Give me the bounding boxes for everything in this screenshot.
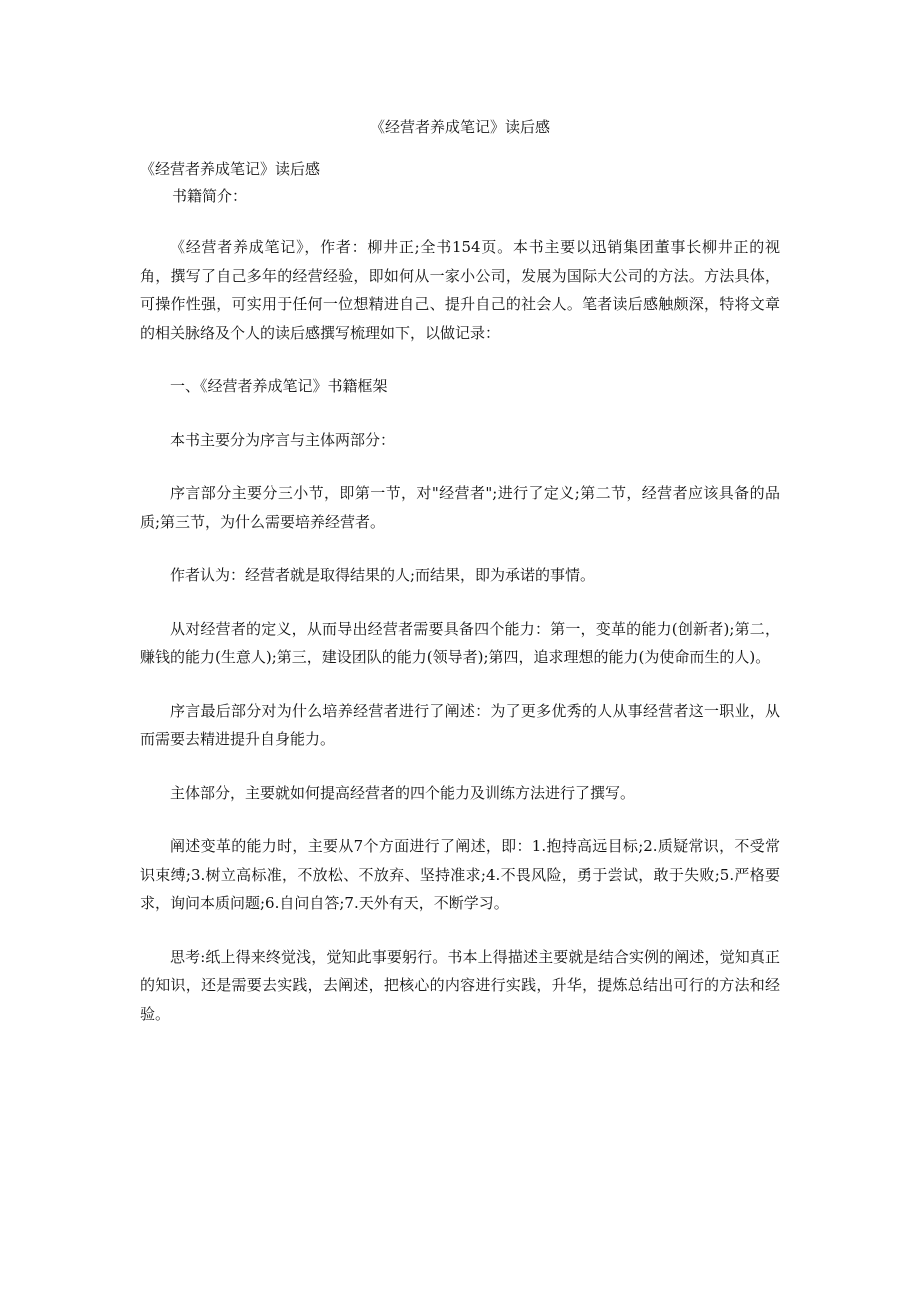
- paragraph-reform-ability: 阐述变革的能力时，主要从7个方面进行了阐述，即：1.抱持高远目标;2.质疑常识，不受常识束缚;3.树立高标准，不放松、不放弃、坚持准求;4.不畏风险，勇于尝试，敢于失败;5.严格要求，询问本质问题;6.自问自答;7.天外有天，不断学习。: [140, 837, 780, 912]
- paragraph-reflection: 思考:纸上得来终觉浅，觉知此事要躬行。书本上得描述主要就是结合实例的阐述，觉知真正的知识，还是需要去实践，去阐述，把核心的内容进行实践，升华，提炼总结出可行的方法和经验。: [140, 947, 780, 1023]
- paragraph-definition: 作者认为：经营者就是取得结果的人;而结果，即为承诺的事情。: [170, 566, 596, 584]
- paragraph-intro: 《经营者养成笔记》，作者：柳井正;全书154页。本书主要以迅销集团董事长柳井正的视角，撰写了自己多年的经营经验，即如何从一家小公司，发展为国际大公司的方法。方法具体，可操作性强，可实用于任何一位想精进自己、提升自己的社会人。笔者读后感触颇深，特将文章的相关脉络及个人的读后感撰写梳理如下，以做记录：: [140, 238, 780, 342]
- paragraph-preface-end: 序言最后部分对为什么培养经营者进行了阐述：为了更多优秀的人从事经营者这一职业，从而需要去精进提升自身能力。: [140, 701, 780, 748]
- document-title: 《经营者养成笔记》读后感: [369, 118, 550, 136]
- document-subtitle: 《经营者养成笔记》读后感: [140, 160, 321, 178]
- paragraph-four-abilities: 从对经营者的定义，从而导出经营者需要具备四个能力：第一，变革的能力(创新者);第二，赚钱的能力(生意人);第三，建设团队的能力(领导者);第四，追求理想的能力(为使命而生的人)。: [140, 619, 780, 666]
- paragraph-preface: 序言部分主要分三小节，即第一节，对"经营者";进行了定义;第二节，经营者应该具备的品质;第三节，为什么需要培养经营者。: [140, 484, 780, 531]
- intro-label: 书籍简介：: [172, 187, 248, 205]
- paragraph-structure: 本书主要分为序言与主体两部分：: [170, 430, 396, 449]
- paragraph-main-body: 主体部分，主要就如何提高经营者的四个能力及训练方法进行了撰写。: [170, 783, 636, 802]
- document-body: [140, 233, 780, 1053]
- section-heading-framework: 一、《经营者养成笔记》书籍框架: [170, 377, 388, 395]
